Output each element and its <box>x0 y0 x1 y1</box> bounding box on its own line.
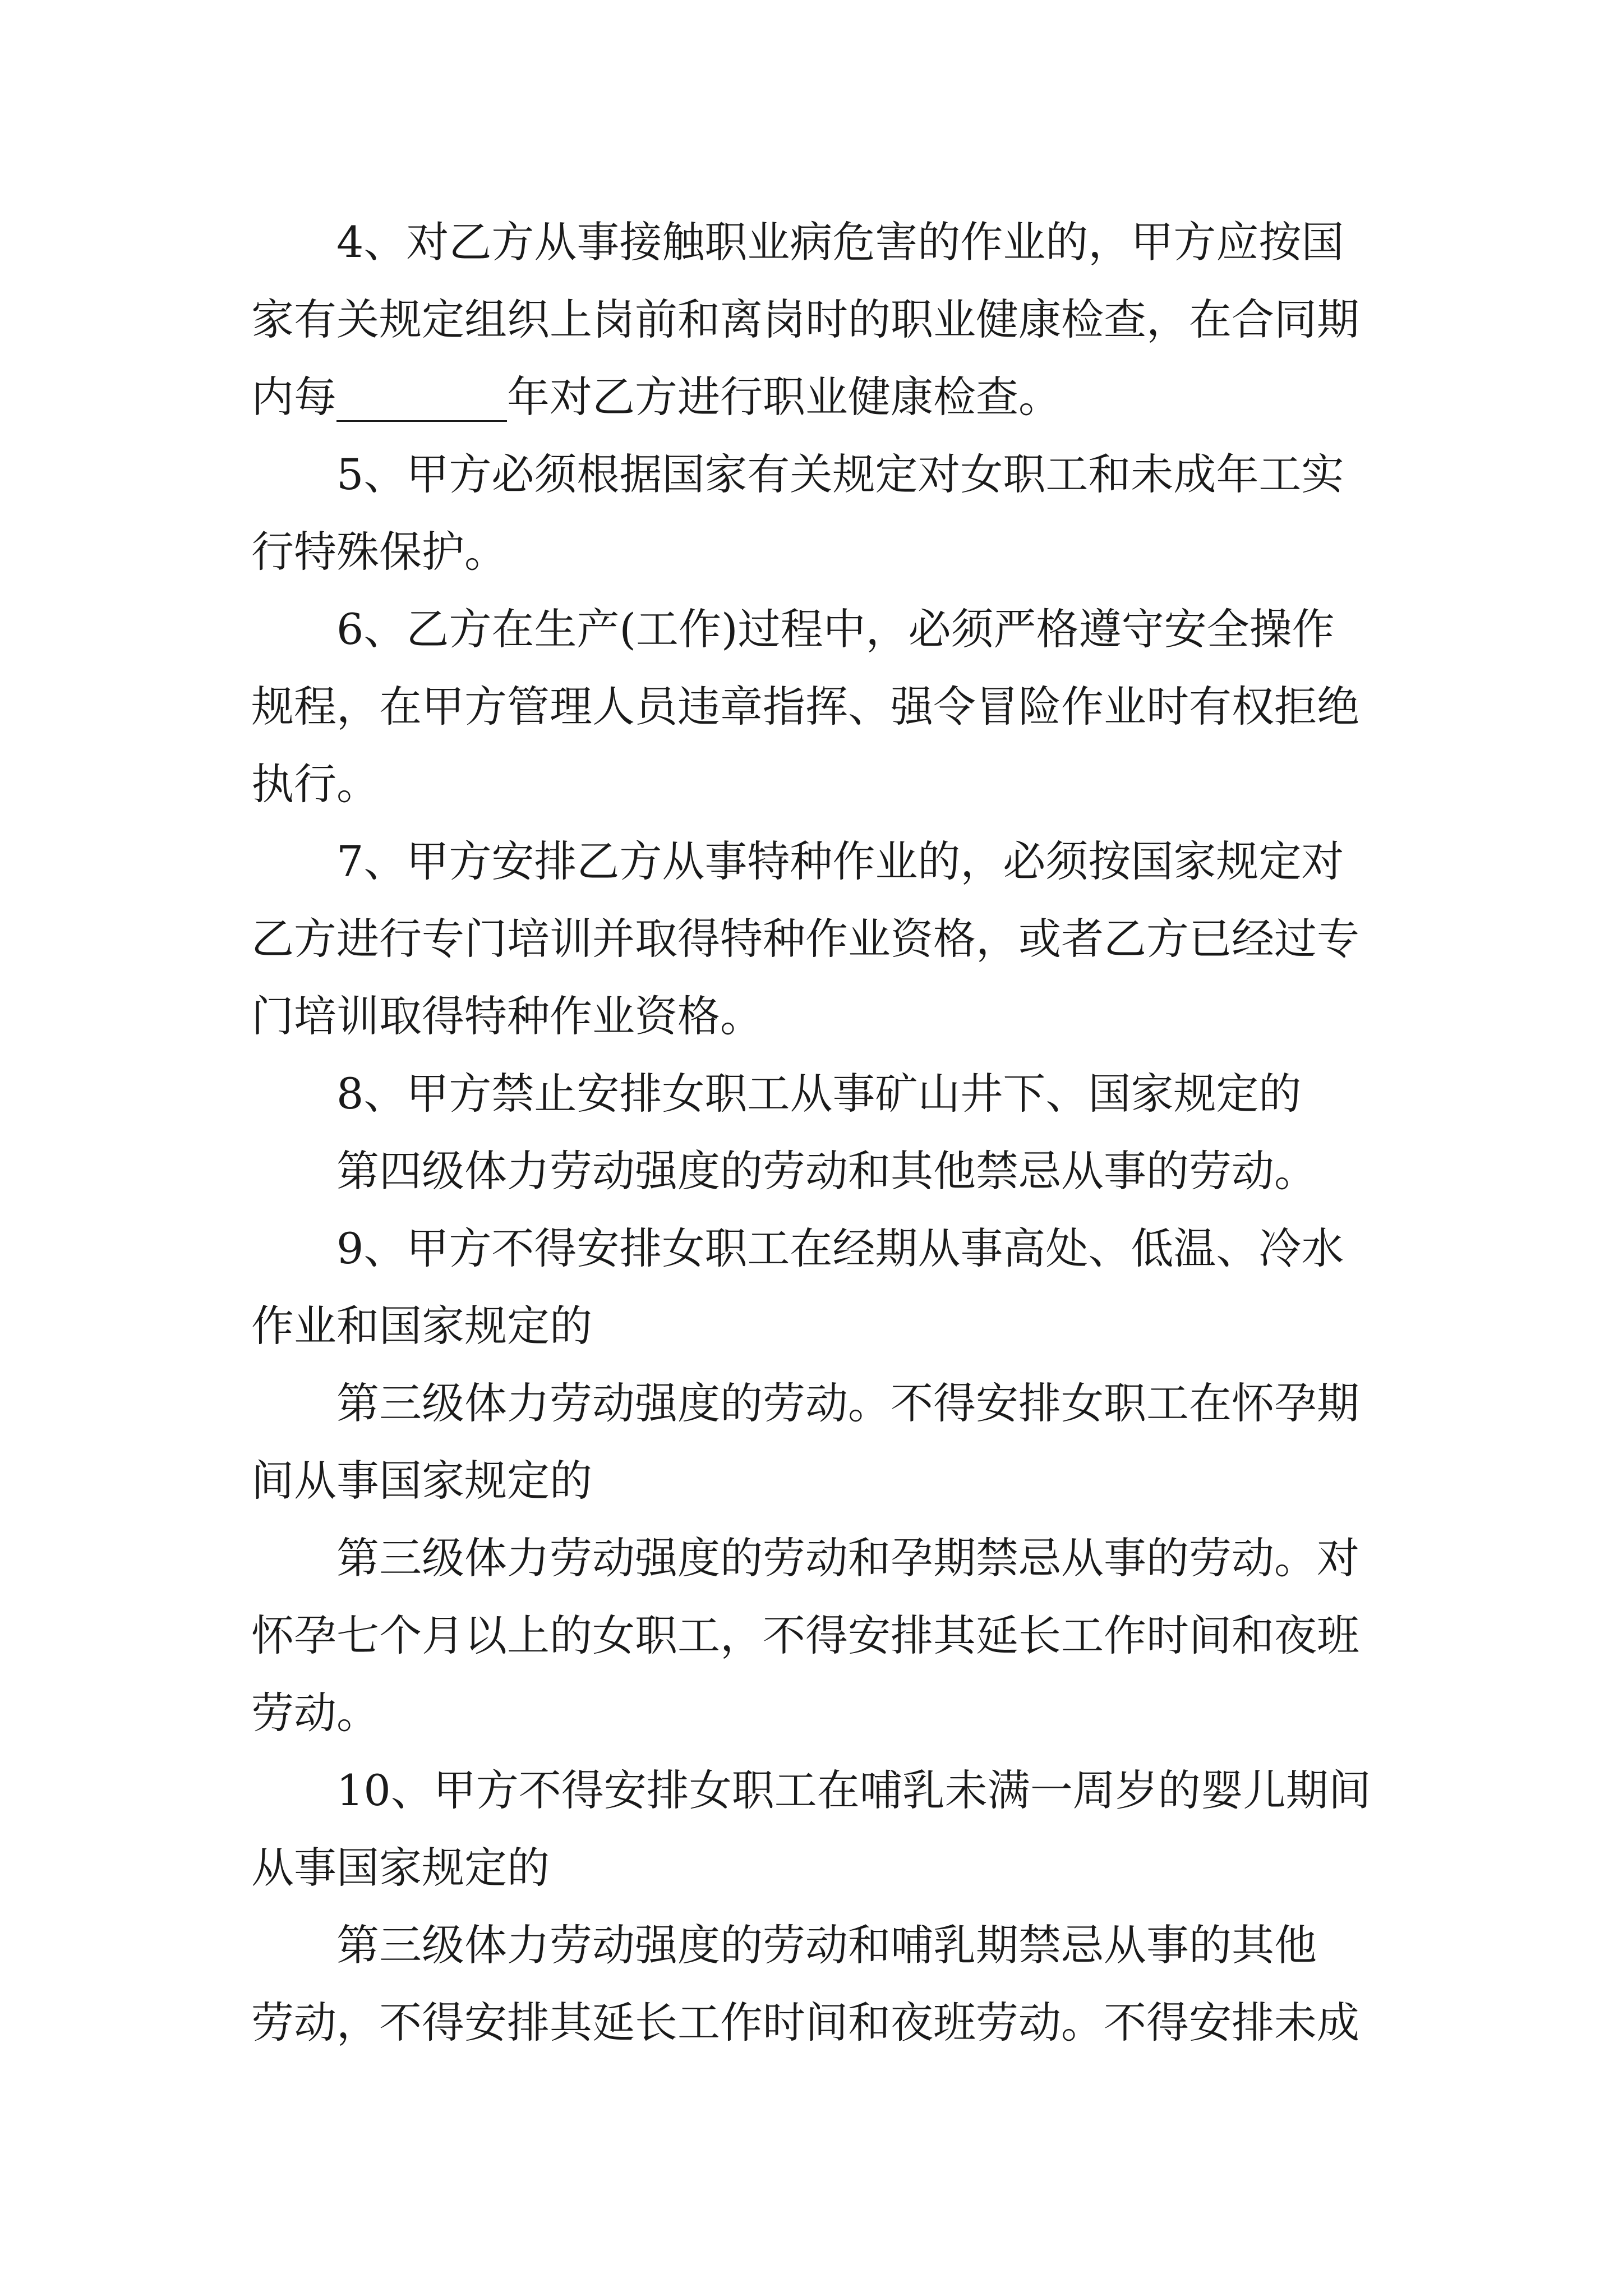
text-line: 家有关规定组织上岗前和离岗时的职业健康检查，在合同期 <box>251 295 1359 344</box>
text-line: 行特殊保护。 <box>251 527 507 577</box>
text-line: 第四级体力劳动强度的劳动和其他禁忌从事的劳动。 <box>251 1146 1317 1196</box>
text-line: 执行。 <box>251 759 379 809</box>
text-line: 第三级体力劳动强度的劳动和孕期禁忌从事的劳动。对 <box>251 1533 1359 1583</box>
text-line: 内每________年对乙方进行职业健康检查。 <box>251 372 1061 422</box>
text-line: 劳动，不得安排其延长工作时间和夜班劳动。不得安排未成 <box>251 1998 1359 2047</box>
text-line: 第三级体力劳动强度的劳动和哺乳期禁忌从事的其他 <box>251 1920 1317 1970</box>
text-line: 劳动。 <box>251 1688 379 1738</box>
text-line: 门培训取得特种作业资格。 <box>251 991 763 1041</box>
text-line: 第三级体力劳动强度的劳动。不得安排女职工在怀孕期 <box>251 1378 1359 1428</box>
text-line: 乙方进行专门培训并取得特种作业资格，或者乙方已经过专 <box>251 914 1359 964</box>
text-line: 8、甲方禁止安排女职工从事矿山井下、国家规定的 <box>251 1069 1302 1119</box>
text-line: 6、乙方在生产(工作)过程中，必须严格遵守安全操作 <box>251 604 1335 654</box>
text-line: 10、甲方不得安排女职工在哺乳未满一周岁的婴儿期间 <box>251 1765 1371 1815</box>
text-line: 4、对乙方从事接触职业病危害的作业的，甲方应按国 <box>251 217 1344 267</box>
text-line: 怀孕七个月以上的女职工，不得安排其延长工作时间和夜班 <box>251 1611 1359 1660</box>
text-line: 规程，在甲方管理人员违章指挥、强令冒险作业时有权拒绝 <box>251 682 1359 731</box>
text-line: 从事国家规定的 <box>251 1843 550 1893</box>
text-line: 9、甲方不得安排女职工在经期从事高处、低温、冷水 <box>251 1223 1344 1273</box>
text-line: 5、甲方必须根据国家有关规定对女职工和未成年工实 <box>251 449 1344 499</box>
text-line: 7、甲方安排乙方从事特种作业的，必须按国家规定对 <box>251 836 1344 886</box>
text-line: 作业和国家规定的 <box>251 1301 592 1351</box>
text-line: 间从事国家规定的 <box>251 1456 592 1506</box>
